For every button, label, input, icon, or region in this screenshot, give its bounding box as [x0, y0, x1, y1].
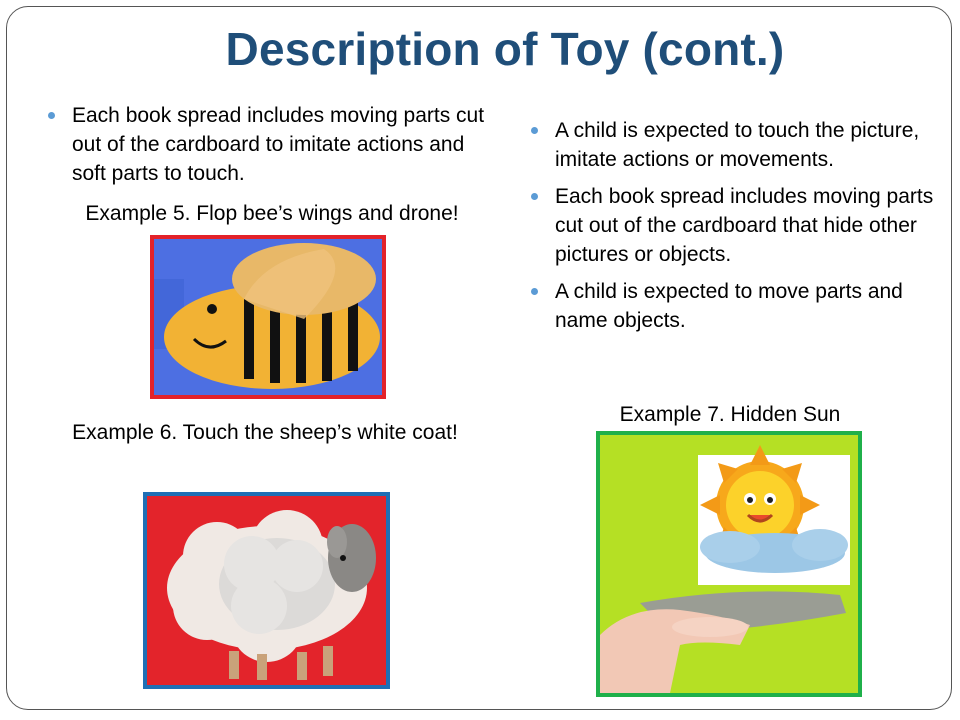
left-bullet-list — [42, 101, 492, 196]
bee-image — [150, 235, 386, 399]
sheep-icon — [147, 496, 386, 685]
slide-title: Description of Toy (cont.) — [225, 23, 785, 75]
bee-icon — [154, 239, 382, 395]
example-5-caption: Example 5. Flop bee’s wings and drone! — [85, 202, 459, 225]
sheep-image — [143, 492, 390, 689]
list-item — [525, 182, 935, 269]
bullet-text: Each book spread includes moving parts cut out of the cardboard to imitate actions and soft parts to touch. — [72, 104, 485, 185]
bullet-icon — [531, 193, 538, 200]
example-7-caption: Example 7. Hidden Sun — [619, 403, 841, 426]
list-item — [525, 116, 935, 174]
hidden-sun-image — [596, 431, 862, 697]
bullet-icon — [48, 112, 55, 119]
sun-icon — [600, 435, 858, 693]
bullet-text: Each book spread includes moving parts cut out of the cardboard that hide other pictures or objects. — [555, 185, 934, 266]
list-item — [42, 101, 492, 188]
example-6-caption: Example 6. Touch the sheep’s white coat! — [72, 421, 458, 444]
list-item — [525, 277, 935, 335]
bullet-text: A child is expected to move parts and name objects. — [555, 280, 903, 332]
right-bullet-list — [525, 116, 935, 343]
bullet-icon — [531, 127, 538, 134]
bullet-icon — [531, 288, 538, 295]
bullet-text: A child is expected to touch the picture, imitate actions or movements. — [555, 119, 920, 171]
